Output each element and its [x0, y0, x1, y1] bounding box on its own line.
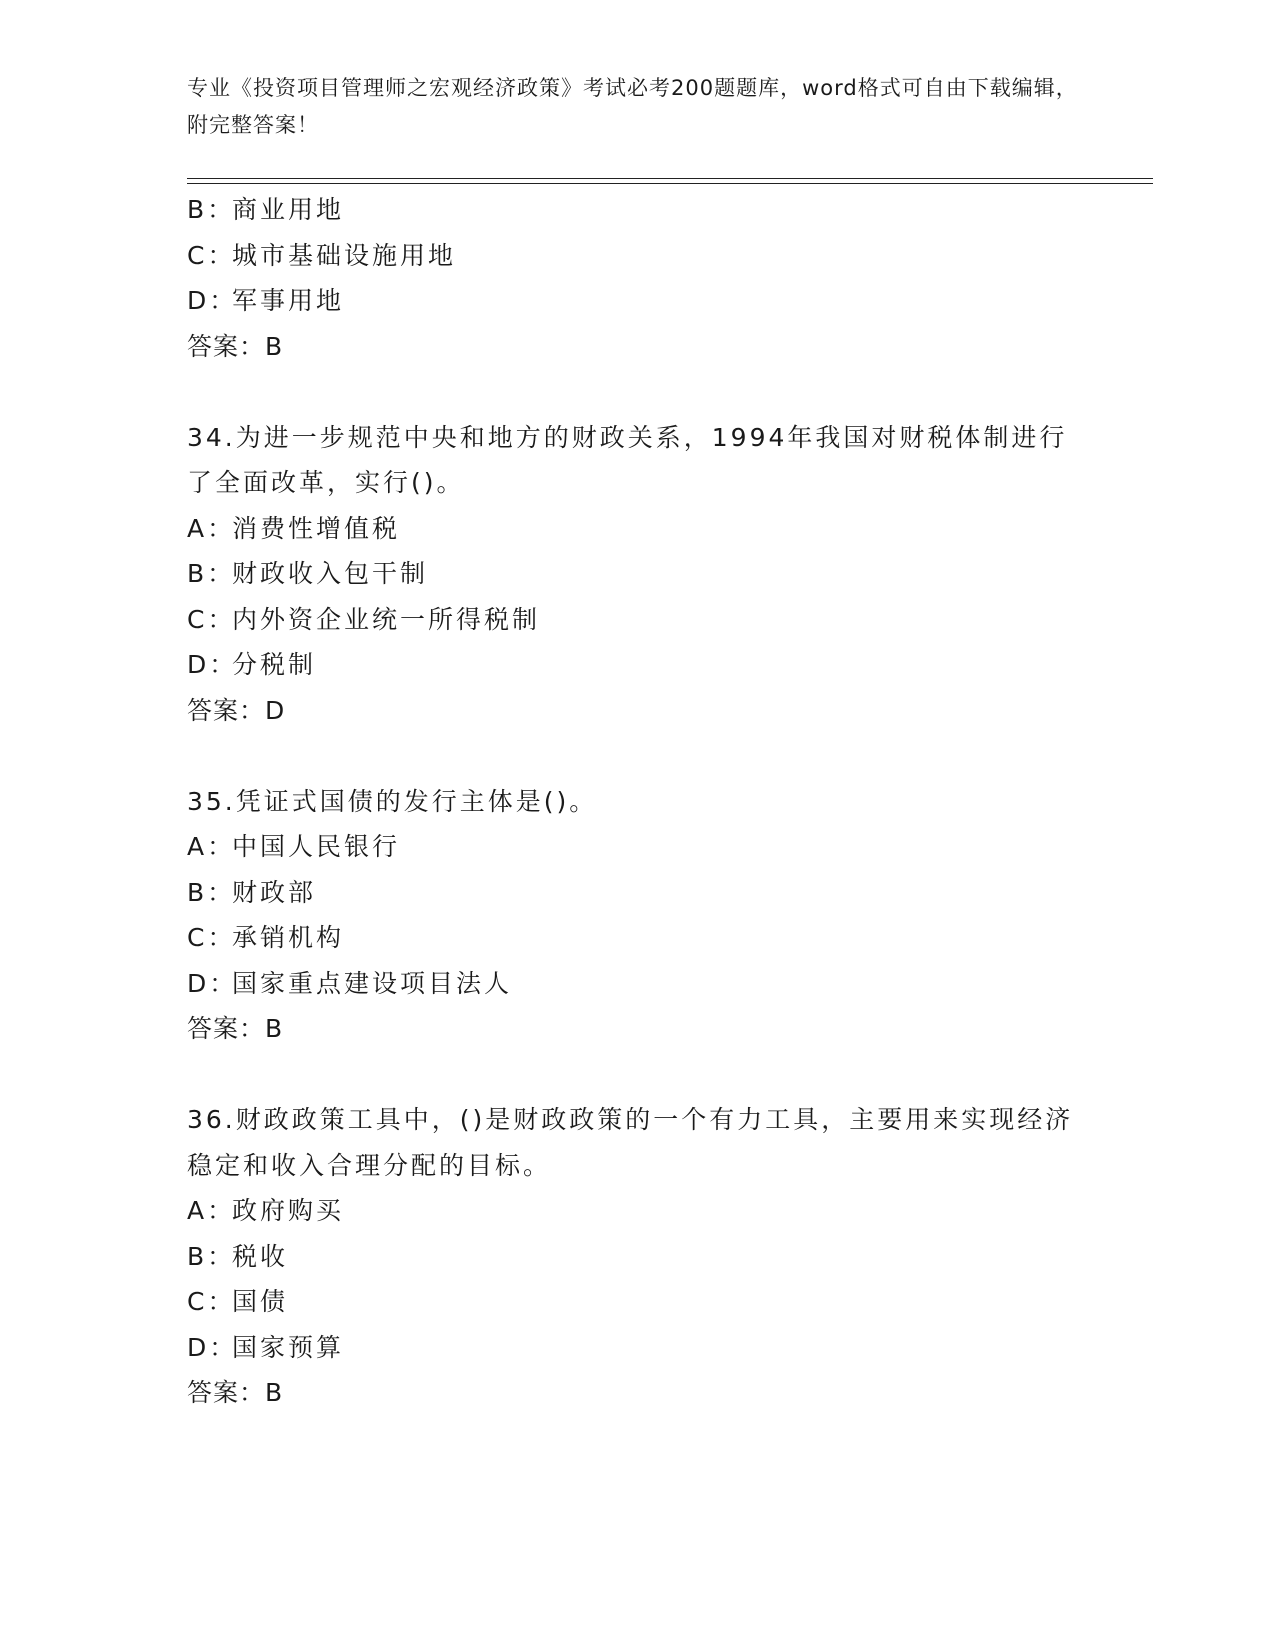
spacer — [187, 1052, 1087, 1098]
option-key: A： — [187, 832, 236, 861]
option-text: 政府购买 — [232, 1196, 345, 1225]
option-b — [187, 187, 1087, 233]
option-text: 财政收入包干制 — [232, 559, 429, 588]
option-a — [187, 824, 1087, 870]
answer-line: 答案：B — [187, 331, 284, 361]
spacer — [187, 369, 1087, 415]
option-d — [187, 642, 1087, 688]
option-key: A： — [187, 513, 236, 543]
option-text: 税收 — [232, 1241, 289, 1271]
option-text: 商业用地 — [232, 195, 345, 224]
document-body — [187, 187, 1087, 1416]
option-key: D： — [187, 286, 238, 315]
answer-line: 答案：B — [187, 1378, 284, 1407]
option-key: D： — [187, 968, 238, 998]
option-text: 国家预算 — [232, 1332, 345, 1362]
option-a — [187, 506, 1087, 552]
option-c — [187, 1279, 1087, 1325]
answer-line: 答案：B — [187, 1014, 284, 1043]
option-key: A： — [187, 1196, 236, 1225]
option-a — [187, 1188, 1087, 1234]
option-key: B： — [187, 877, 236, 907]
question-stem: 36.财政政策工具中，()是财政政策的一个有力工具，主要用来实现经济稳定和收入合理分配的目标。 — [187, 1105, 1074, 1180]
option-c — [187, 233, 1087, 279]
option-key: C： — [187, 923, 236, 952]
option-b — [187, 1234, 1087, 1280]
option-key: B： — [187, 559, 236, 588]
option-text: 消费性增值税 — [232, 513, 401, 543]
option-c — [187, 915, 1087, 961]
option-text: 城市基础设施用地 — [232, 240, 457, 270]
option-d — [187, 1325, 1087, 1371]
option-text: 国债 — [232, 1287, 289, 1316]
option-b — [187, 551, 1087, 597]
option-b — [187, 870, 1087, 916]
option-text: 分税制 — [232, 650, 317, 679]
option-text: 中国人民银行 — [232, 832, 401, 861]
option-key: D： — [187, 1332, 238, 1362]
answer-line: 答案：D — [187, 695, 286, 725]
spacer — [187, 733, 1087, 779]
option-key: B： — [187, 1241, 236, 1271]
option-key: D： — [187, 650, 238, 679]
option-key: C： — [187, 604, 236, 634]
option-text: 军事用地 — [232, 286, 345, 315]
option-text: 承销机构 — [232, 923, 345, 952]
question-stem: 35.凭证式国债的发行主体是()。 — [187, 786, 598, 816]
option-d — [187, 278, 1087, 324]
option-d — [187, 961, 1087, 1007]
question-stem: 34.为进一步规范中央和地方的财政关系，1994年我国对财税体制进行了全面改革，实行()。 — [187, 422, 1068, 497]
document-header: 专业《投资项目管理师之宏观经济政策》考试必考200题题库，word格式可自由下载编辑，附完整答案！ — [187, 76, 1078, 137]
header-rule-top — [187, 178, 1153, 179]
option-text: 财政部 — [232, 877, 317, 907]
option-text: 内外资企业统一所得税制 — [232, 604, 541, 634]
option-key: B： — [187, 195, 236, 224]
option-key: C： — [187, 1287, 236, 1316]
option-key: C： — [187, 240, 236, 270]
option-text: 国家重点建设项目法人 — [232, 968, 513, 998]
option-c — [187, 597, 1087, 643]
header-rule-bottom — [187, 183, 1153, 184]
